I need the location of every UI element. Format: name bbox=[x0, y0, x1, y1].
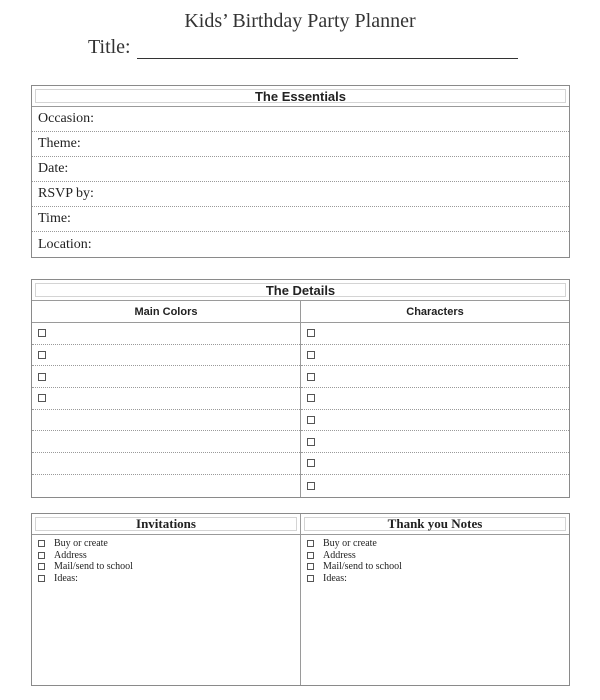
invitations-heading: Invitations bbox=[32, 514, 300, 535]
checkbox-icon[interactable] bbox=[307, 351, 315, 359]
details-section bbox=[31, 279, 570, 498]
list-item[interactable] bbox=[38, 538, 300, 550]
title-field[interactable] bbox=[88, 36, 518, 59]
list-item-label: Address bbox=[54, 549, 87, 561]
checkbox-icon[interactable] bbox=[38, 575, 45, 582]
list-item[interactable] bbox=[307, 573, 569, 585]
essentials-rows bbox=[32, 107, 569, 257]
list-item-label: Mail/send to school bbox=[54, 561, 133, 573]
essentials-row-label: Date: bbox=[38, 161, 69, 176]
essentials-row[interactable] bbox=[32, 157, 569, 182]
checkbox-icon[interactable] bbox=[307, 373, 315, 381]
checkbox-icon[interactable] bbox=[307, 540, 314, 547]
title-label: Title: bbox=[88, 36, 131, 58]
main-colors-row[interactable] bbox=[32, 366, 300, 388]
thank-you-list bbox=[301, 535, 569, 584]
essentials-row-label: Occasion: bbox=[38, 111, 94, 126]
notes-section bbox=[31, 513, 570, 686]
characters-row[interactable] bbox=[301, 388, 569, 410]
essentials-section bbox=[31, 85, 570, 258]
list-item[interactable] bbox=[307, 550, 569, 562]
checkbox-icon[interactable] bbox=[307, 394, 315, 402]
checkbox-icon[interactable] bbox=[38, 552, 45, 559]
list-item-label: Address bbox=[323, 549, 356, 561]
main-colors-column bbox=[32, 301, 300, 497]
essentials-row-label: Time: bbox=[38, 211, 71, 226]
checkbox-icon[interactable] bbox=[38, 329, 46, 337]
checkbox-icon[interactable] bbox=[307, 552, 314, 559]
characters-row[interactable] bbox=[301, 345, 569, 367]
characters-row[interactable] bbox=[301, 366, 569, 388]
characters-row[interactable] bbox=[301, 410, 569, 432]
checkbox-icon[interactable] bbox=[307, 575, 314, 582]
title-underline[interactable] bbox=[137, 38, 518, 59]
checkbox-icon[interactable] bbox=[38, 351, 46, 359]
list-item[interactable] bbox=[38, 550, 300, 562]
checkbox-icon[interactable] bbox=[307, 482, 315, 490]
characters-rows bbox=[301, 323, 569, 497]
essentials-row-label: Location: bbox=[38, 236, 92, 252]
main-colors-row[interactable] bbox=[32, 410, 300, 432]
characters-heading: Characters bbox=[301, 301, 569, 323]
main-colors-row[interactable] bbox=[32, 345, 300, 367]
checkbox-icon[interactable] bbox=[38, 394, 46, 402]
list-item-label: Buy or create bbox=[323, 538, 377, 550]
checkbox-icon[interactable] bbox=[38, 563, 45, 570]
notes-columns bbox=[32, 514, 569, 685]
checkbox-icon[interactable] bbox=[307, 459, 315, 467]
thank-you-heading: Thank you Notes bbox=[301, 514, 569, 535]
document-heading: Kids’ Birthday Party Planner bbox=[184, 10, 416, 32]
list-item-label: Mail/send to school bbox=[323, 561, 402, 573]
essentials-row[interactable] bbox=[32, 207, 569, 232]
checkbox-icon[interactable] bbox=[307, 438, 315, 446]
essentials-heading: The Essentials bbox=[32, 86, 569, 107]
essentials-row[interactable] bbox=[32, 107, 569, 132]
list-item-label: Ideas: bbox=[323, 572, 347, 584]
characters-row[interactable] bbox=[301, 453, 569, 475]
checkbox-icon[interactable] bbox=[38, 540, 45, 547]
main-colors-row[interactable] bbox=[32, 323, 300, 345]
list-item-label: Ideas: bbox=[54, 572, 78, 584]
main-colors-row[interactable] bbox=[32, 388, 300, 410]
essentials-row[interactable] bbox=[32, 132, 569, 157]
characters-row[interactable] bbox=[301, 475, 569, 497]
list-item[interactable] bbox=[38, 573, 300, 585]
essentials-row-label: RSVP by: bbox=[38, 186, 94, 201]
checkbox-icon[interactable] bbox=[307, 329, 315, 337]
characters-row[interactable] bbox=[301, 323, 569, 345]
characters-column bbox=[300, 301, 569, 497]
main-colors-rows bbox=[32, 323, 300, 497]
essentials-row-label: Theme: bbox=[38, 136, 81, 151]
list-item-label: Buy or create bbox=[54, 538, 108, 550]
main-colors-row[interactable] bbox=[32, 475, 300, 497]
invitations-list bbox=[32, 535, 300, 584]
checkbox-icon[interactable] bbox=[307, 563, 314, 570]
checkbox-icon[interactable] bbox=[38, 373, 46, 381]
characters-row[interactable] bbox=[301, 431, 569, 453]
invitations-column bbox=[32, 514, 300, 685]
list-item[interactable] bbox=[307, 538, 569, 550]
details-heading: The Details bbox=[32, 280, 569, 301]
essentials-row[interactable] bbox=[32, 232, 569, 257]
essentials-row[interactable] bbox=[32, 182, 569, 207]
main-colors-heading: Main Colors bbox=[32, 301, 300, 323]
list-item[interactable] bbox=[38, 561, 300, 573]
list-item[interactable] bbox=[307, 561, 569, 573]
main-colors-row[interactable] bbox=[32, 453, 300, 475]
main-colors-row[interactable] bbox=[32, 431, 300, 453]
thank-you-column bbox=[300, 514, 569, 685]
details-columns bbox=[32, 301, 569, 497]
checkbox-icon[interactable] bbox=[307, 416, 315, 424]
